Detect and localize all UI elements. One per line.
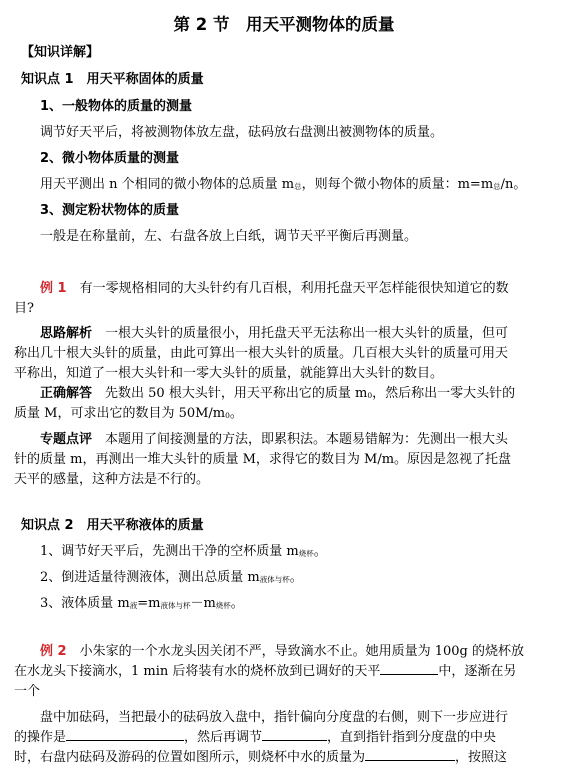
example1-answer-line1: 正确解答 先数出 50 根大头针，用天平称出它的质量 m0，然后称出一零大头针的 (40, 386, 516, 401)
example1-analysis-line2: 称出几十根大头针的质量，由此可算出一根大头针的质量。几百根大头针的质量可用天 (14, 346, 509, 361)
answer-label: 正确解答 (40, 386, 93, 401)
example2-line6: 时，右盘内砝码及游码的位置如图所示，则烧杯中水的质量为 ，按照这 (14, 750, 508, 765)
kp2-item3: 3、液体质量 m液=m液体与杯－m烧杯。 (40, 596, 244, 611)
example2-line4: 盘中加砝码，当把最小的砝码放入盘中，指针偏向分度盘的右侧，则下一步应进行 (40, 710, 509, 725)
kp1-item2-heading: 2、微小物体质量的测量 (40, 151, 180, 166)
kp1-item1-heading: 1、一般物体的质量的测量 (40, 99, 193, 114)
comment-label: 专题点评 (40, 432, 93, 447)
kp1-item3-text: 一般是在称量前，左、右盘各放上白纸，调节天平平衡后再测量。 (40, 229, 418, 244)
example1-comment-line2: 针的质量 m，再测出一堆大头针的质量 M，求得它的数目为 M/m。原因是忽视了托盘 (14, 452, 512, 467)
example1-comment-line1: 专题点评 本题用了间接测量的方法，即累积法。本题易错解为：先测出一根大头 (40, 432, 509, 447)
kp2-item2: 2、倒进适量待测液体，测出总质量 m液体与杯。 (40, 570, 303, 585)
page-title: 第 2 节 用天平测物体的质量 (173, 15, 395, 34)
section-header: 【知识详解】 (21, 45, 100, 60)
example2-line2: 在水龙头下接滴水，1 min 后将装有水的烧杯放到已调好的天平 中，逐渐在另 (14, 664, 517, 679)
example2-line1: 例 2 小朱家的一个水龙头因关闭不严，导致滴水不止。她用质量为 100g 的烧杯放 (40, 644, 524, 659)
kp1-item3-heading: 3、测定粉状物体的质量 (40, 203, 180, 218)
analysis-label: 思路解析 (40, 326, 93, 341)
example2-line5: 的操作是 ，然后再调节 ，直到指针指到分度盘的中央 (14, 730, 497, 745)
example1-comment-line3: 天平的感量，这种方法是不行的。 (14, 472, 210, 487)
kp1-item1-text: 调节好天平后，将被测物体放左盘，砝码放右盘测出被测物体的质量。 (40, 125, 444, 140)
example1-question-line1: 例 1 有一零规格相同的大头针约有几百根，利用托盘天平怎样能很快知道它的数 (40, 281, 509, 296)
blank-4[interactable] (365, 748, 455, 761)
example1-analysis-line1: 思路解析 一根大头针的质量很小，用托盘天平无法称出一根大头针的质量，但可 (40, 326, 509, 341)
example1-question-line2: 目? (14, 301, 34, 316)
blank-1[interactable] (380, 662, 438, 675)
kp1-item2-text: 用天平测出 n 个相同的微小物体的总质量 m总，则每个微小物体的质量：m=m总/n。 (40, 177, 527, 192)
kp2-heading: 知识点 2 用天平称液体的质量 (21, 518, 204, 533)
kp2-item1: 1、调节好天平后，先测出干净的空杯质量 m烧杯。 (40, 544, 327, 559)
example1-answer-line2: 质量 M，可求出它的数目为 50M/m0。 (14, 406, 243, 421)
example2-line3: 一个 (14, 684, 41, 699)
example2-label: 例 2 (40, 644, 67, 659)
blank-2[interactable] (66, 728, 184, 741)
blank-3[interactable] (262, 728, 327, 741)
kp1-heading: 知识点 1 用天平称固体的质量 (21, 72, 204, 87)
example1-analysis-line3: 平称出，知道了一根大头针和一零大头针的质量，就能算出大头针的数目。 (14, 366, 444, 381)
example1-label: 例 1 (40, 281, 67, 296)
